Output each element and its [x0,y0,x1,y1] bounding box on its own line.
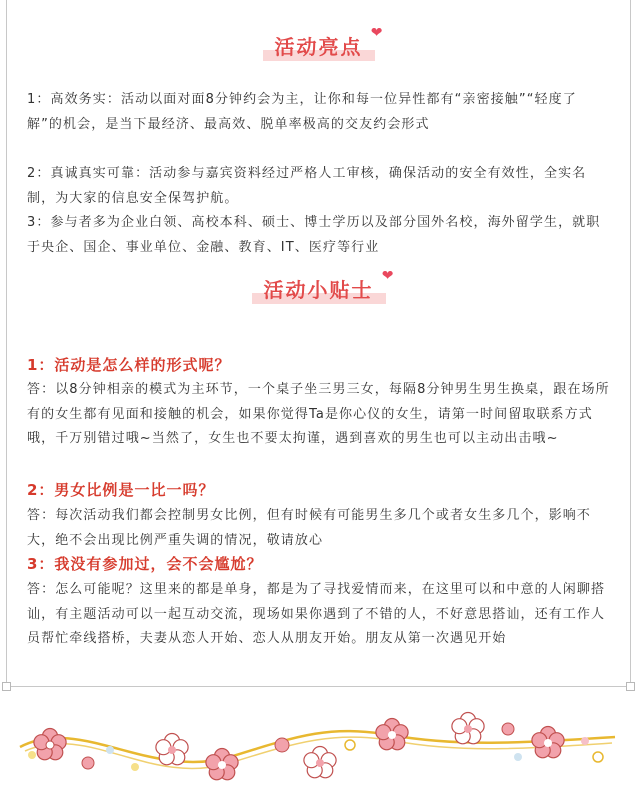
highlights-heading-text: 活动亮点 [274,35,363,59]
frame-corner-left [2,682,11,691]
blossom-icon [532,727,564,758]
blossom-vine-decoration [0,695,637,807]
tips-heading-text: 活动小贴士 [263,278,374,302]
highlights-heading-wrap [0,25,637,62]
blossom-icon [452,713,484,744]
frame-corner-right [626,682,635,691]
blossom-icon [376,719,408,750]
answer-3: 答：怎么可能呢？这里来的都是单身，都是为了寻找爱情而来，在这里可以和中意的人闲聊搭讪，有主题活动可以一起互动交流，现场如果你遇到了不错的人，不好意思搭讪，还有工作人员帮忙牵线搭桥，夫妻从恋人开始、恋人从朋友开始。朋友从第一次遇见开始 [27,582,606,646]
heart-icon: ❤ [370,25,385,41]
blossom-icon [304,747,336,778]
highlight-item-2: 2：真诚真实可靠：活动参与嘉宾资料经过严格人工审核，确保活动的安全有效性，全实名制，为大家的信息安全保驾护航。 [27,166,587,206]
question-3: 3：我没有参加过，会不会尴尬？ [27,555,263,573]
blossom-icon [206,749,238,780]
answer-1: 答：以8分钟相亲的模式为主环节，一个桌子坐三男三女，每隔8分钟男生男生换桌，跟在场所有的女生都有见面和接触的机会，如果你觉得Ta是你心仪的女生，请第一时间留取联系方式哦，千万别错过哦~当然了，女生也不要太拘谨，遇到喜欢的男生也可以主动出击哦~ [27,382,610,446]
highlight-item-3: 3：参与者多为企业白领、高校本科、硕士、博士学历以及部分国外名校，海外留学生，就职于央企、国企、事业单位、金融、教育、IT、医疗等行业 [27,215,601,255]
tips-heading [260,268,396,305]
heart-icon: ❤ [381,268,396,284]
answer-2: 答：每次活动我们都会控制男女比例，但有时候有可能男生多几个或者女生多几个，影响不大，绝不会出现比例严重失调的情况，敬请放心 [27,508,592,548]
blossom-icon [156,734,188,765]
question-2: 2：男女比例是一比一吗？ [27,481,215,499]
question-1: 1：活动是怎么样的形式呢？ [27,356,231,374]
tips-heading-wrap [0,268,637,305]
highlight-item-1: 1：高效务实：活动以面对面8分钟约会为主，让你和每一位异性都有“亲密接触”“轻度了解”的机会，是当下最经济、最高效、脱单率极高的交友约会形式 [27,92,577,132]
blossom-icon [34,729,66,760]
highlights-heading [271,25,385,62]
